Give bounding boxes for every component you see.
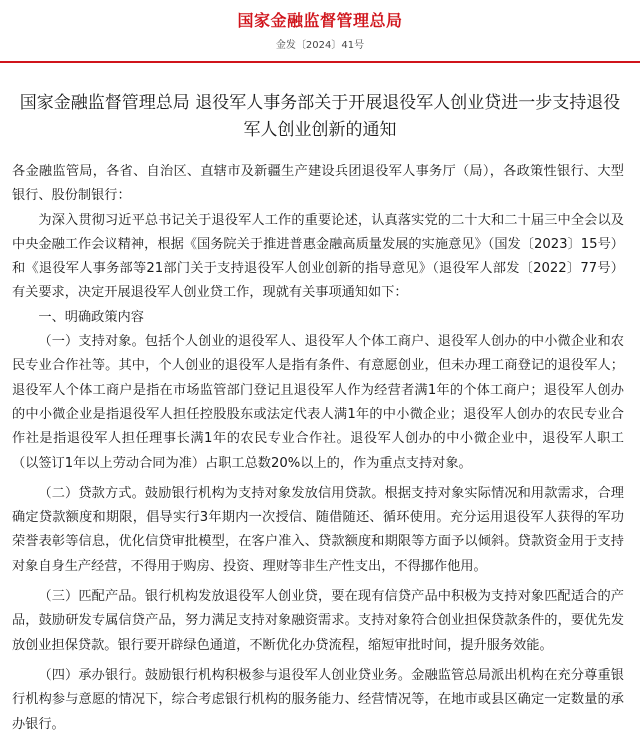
section-heading: 一、明确政策内容: [38, 309, 144, 325]
paragraph-matching-products: （三）匹配产品。银行机构发放退役军人创业贷，要在现有信贷产品中积极为支持对象匹配适合的产品，鼓励研发专属信贷产品，努力满足支持对象融资需求。支持对象符合创业担保贷款条件的，要优先发放创业担保贷款。银行要开辟绿色通道，不断优化办贷流程，缩短审批时间，提升服务效能。: [12, 589, 624, 653]
paragraph-loan-method: （二）贷款方式。鼓励银行机构为支持对象发放信用贷款。根据支持对象实际情况和用款需求，合理确定贷款额度和期限，倡导实行3年期内一次授信、随借随还、循环使用。充分运用退役军人获得的军功荣誉表彰等信息，优化信贷审批模型，在客户准入、贷款额度和期限等方面予以倾斜。贷款资金用于支持对象自身生产经营，不得用于购房、投资、理财等非生产性支出，不得挪作他用。: [12, 485, 624, 574]
addressee: 各金融监管局，各省、自治区、直辖市及新疆生产建设兵团退役军人事务厅（局），各政策性银行、大型银行、股份制银行：: [12, 164, 624, 204]
red-divider-line: [0, 61, 640, 63]
document-body: [12, 160, 624, 737]
intro-paragraph: 为深入贯彻习近平总书记关于退役军人工作的重要论述，认真落实党的二十大和二十届三中全会以及中央金融工作会议精神，根据《国务院关于推进普惠金融高质量发展的实施意见》（国发〔2023〕15号）和《退役军人事务部等21部门关于支持退役军人创业创新的指导意见》（退役军人部发〔2022〕77号）有关要求，决定开展退役军人创业贷工作，现就有关事项通知如下：: [12, 212, 624, 301]
document-number: 金发〔2024〕41号: [275, 40, 365, 51]
paragraph-undertaking-banks: （四）承办银行。鼓励银行机构积极参与退役军人创业贷业务。金融监管总局派出机构在充分尊重银行机构参与意愿的情况下，综合考虑银行机构的服务能力、经营情况等，在地市或县区确定一定数量的承办银行。: [12, 667, 624, 732]
paragraph-support-targets: （一）支持对象。包括个人创业的退役军人、退役军人个体工商户、退役军人创办的中小微企业和农民专业合作社等。其中，个人创业的退役军人是指有条件、有意愿创业，但未办理工商登记的退役军人；退役军人个体工商户是指在市场监管部门登记且退役军人作为经营者满1年的个体工商户；退役军人创办的中小微企业是指退役军人担任控股股东或法定代表人满1年的中小微企业；退役军人创办的农民专业合作社是指退役军人担任理事长满1年的农民专业合作社。退役军人创办的中小微企业中，退役军人职工（以签订1年以上劳动合同为准）占职工总数20%以上的，作为重点支持对象。: [12, 334, 624, 471]
document-title: 国家金融监督管理总局 退役军人事务部关于开展退役军人创业贷进一步支持退役军人创业创新的通知: [19, 93, 621, 140]
issuer-header: 国家金融监督管理总局: [237, 11, 403, 30]
